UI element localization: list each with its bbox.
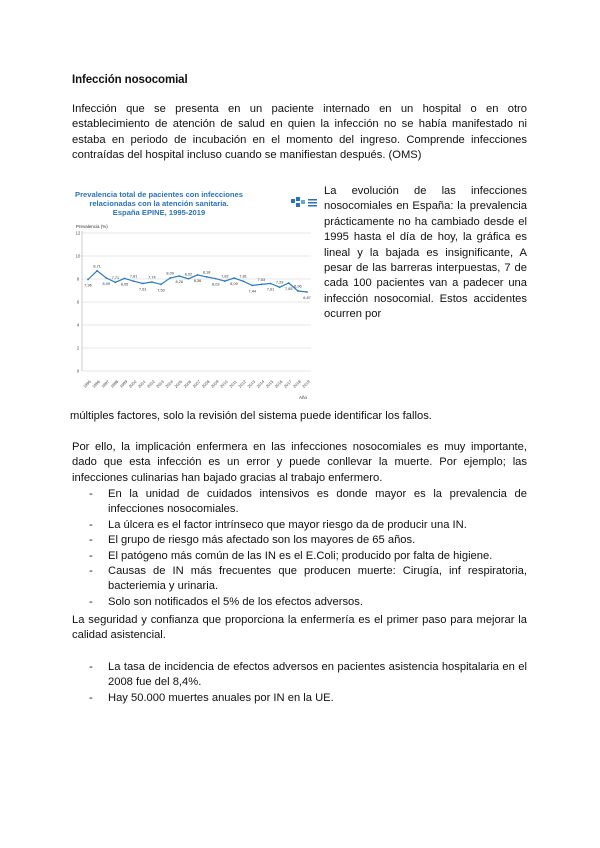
paragraph-safety: La seguridad y confianza que proporciona la enfermería es el primer paso para mejorar la calidad asistencial. — [72, 614, 527, 642]
data-label: 7,74 — [148, 275, 156, 280]
data-labels — [84, 264, 310, 300]
y-tick-label: 6 — [76, 299, 80, 305]
x-tick-label: 2013 — [246, 379, 257, 389]
data-point — [242, 280, 244, 282]
data-label: 8,71 — [93, 264, 101, 269]
y-tick-label: 2 — [76, 345, 80, 351]
paragraph-definition: Infección que se presenta en un paciente internado en un hospital o en otro establecimiento de atención de salud en quien la infección no se había manifestado ni estaba en periodo de incubación en el momento del ingreso. Comprende infecciones contraídas del hospital incluso cuando se manifiestan después. (OMS) — [72, 103, 527, 162]
data-point — [215, 278, 217, 280]
data-label: 7,82 — [221, 274, 229, 279]
data-label: 8,05 — [120, 282, 129, 287]
paragraph-evolution: La evolución de las infecciones nosocomiales en España: la prevalencia prácticamente no ha cambiado desde el 1995 hasta el día de hoy, la gráfica es lineal y la bajada es insignificante, A pesar de las barreras interpuestas, 7 de cada 100 pacientes van a padecer una infección nosocomial. Estos accidentes ocurren por — [324, 185, 527, 321]
facts-list — [72, 487, 527, 610]
chart-grid — [82, 231, 311, 371]
y-tick-label: 12 — [75, 230, 81, 236]
data-label: 7,71 — [111, 275, 120, 280]
data-point — [270, 283, 272, 285]
y-tick-label: 4 — [76, 322, 80, 328]
data-point — [114, 281, 116, 283]
x-tick-label: 2016 — [273, 379, 284, 389]
data-point — [260, 284, 262, 286]
x-tick-label: 2018 — [291, 379, 302, 389]
x-tick-label: 2004 — [164, 379, 174, 389]
data-point — [178, 275, 180, 277]
data-point — [297, 290, 299, 292]
x-tick-label: 2006 — [182, 379, 193, 389]
data-point — [306, 291, 308, 293]
document-title: Infección nosocomial — [72, 74, 188, 86]
data-point — [160, 284, 162, 286]
data-label: 7,53 — [257, 277, 266, 282]
data-label: 8,03 — [212, 282, 220, 287]
x-axis-label: Año — [299, 395, 308, 400]
chart-title-line: relacionadas con la atención sanitaria. — [89, 199, 229, 208]
x-tick-label: 2005 — [173, 379, 184, 389]
data-label: 8,02 — [184, 272, 193, 277]
data-label: 7,29 — [275, 280, 284, 285]
data-point — [279, 286, 281, 288]
list-item: - En la unidad de cuidados intensivos es donde mayor es la prevalencia de infecciones nosocomiales. — [72, 487, 527, 518]
data-point — [206, 276, 208, 278]
paragraph-nursing: Por ello, la implicación enfermera en las infecciones nosocomiales es muy importante, dado que esta infección es un error y puede conllevar la muerte. Por ejemplo; las infecciones culinarias han bajado gracias al trabajo enfermero. — [72, 441, 527, 484]
statistics-list — [72, 660, 527, 706]
data-point — [169, 277, 171, 279]
x-tick-label: 2015 — [264, 379, 275, 389]
list-item: - El patógeno más común de las IN es el E.Coli; producido por falta de higiene. — [72, 549, 527, 564]
x-tick-label: 1995 — [82, 379, 92, 389]
data-label: 7,81 — [129, 274, 138, 279]
x-tick-label: 2019 — [301, 379, 311, 389]
chart-title-line: Prevalencia total de pacientes con infecciones — [75, 190, 243, 199]
list-item: - El grupo de riesgo más afectado son los mayores de 65 años. — [72, 533, 527, 548]
data-point — [142, 283, 144, 285]
data-label: 7,81 — [239, 274, 247, 279]
y-tick-label: 10 — [75, 253, 81, 259]
data-label: 6,87 — [303, 295, 311, 300]
x-tick-label: 2010 — [218, 379, 229, 389]
data-label: 8,09 — [166, 271, 174, 276]
x-tick-label: 2000 — [127, 379, 138, 389]
chart-title-line: España EPINE, 1995-2019 — [112, 208, 206, 217]
prevalence-chart-svg — [73, 185, 317, 400]
data-point — [187, 278, 189, 280]
data-label: 8,18 — [202, 270, 211, 275]
x-axis-ticks — [82, 378, 311, 388]
paragraph-evolution-tail: múltiples factores, solo la revisión del sistema puede identificar los fallos. — [70, 410, 432, 422]
list-item: - La úlcera es el factor intrínseco que mayor riesgo da de producir una IN. — [72, 518, 527, 533]
list-item: - Hay 50.000 muertes anuales por IN en la UE. — [72, 691, 527, 706]
x-tick-label: 1998 — [109, 379, 120, 389]
data-label: 7,61 — [266, 287, 275, 292]
data-point — [87, 279, 89, 281]
data-label: 7,96 — [84, 283, 92, 288]
data-point — [124, 278, 126, 280]
data-point — [251, 285, 253, 287]
data-label: 8,36 — [193, 278, 202, 283]
chart-title — [75, 190, 243, 217]
x-tick-label: 1996 — [91, 379, 101, 389]
x-tick-label: 1997 — [100, 379, 111, 389]
y-tick-label: 0 — [76, 368, 80, 374]
data-point — [105, 277, 107, 279]
data-label: 8,26 — [175, 280, 183, 285]
x-tick-label: 1999 — [118, 379, 129, 389]
x-tick-label: 2009 — [209, 379, 220, 389]
data-point — [288, 282, 290, 284]
data-point — [151, 281, 153, 283]
data-label: 7,53 — [157, 288, 165, 293]
x-tick-label: 2003 — [155, 379, 165, 389]
x-tick-label: 2001 — [136, 379, 147, 389]
y-axis-label: Prevalencia (%) — [76, 224, 108, 229]
list-item: - Solo son notificados el 5% de los efectos adversos. — [72, 595, 527, 610]
y-axis-ticks — [76, 231, 81, 374]
x-tick-label: 2002 — [145, 379, 156, 389]
ministry-logo-icon — [291, 197, 317, 207]
prevalence-chart — [73, 185, 317, 400]
x-tick-label: 2012 — [237, 379, 247, 389]
list-item: - Causas de IN más frecuentes que producen muerte: Cirugía, inf respiratoria, bacteriemia y urinaria. — [72, 564, 527, 595]
data-label: 6,96 — [294, 284, 302, 289]
data-point — [133, 280, 135, 282]
data-point — [96, 270, 98, 272]
data-label: 7,61 — [139, 287, 147, 292]
x-tick-label: 2017 — [282, 379, 293, 389]
x-tick-label: 2008 — [200, 379, 211, 389]
x-tick-label: 2011 — [228, 379, 238, 389]
y-tick-label: 8 — [76, 276, 80, 282]
data-label: 7,44 — [248, 289, 256, 294]
data-point — [233, 277, 235, 279]
x-tick-label: 2014 — [255, 379, 266, 389]
list-item: - La tasa de incidencia de efectos adversos en pacientes asistencia hospitalaria en el 2008 fue del 8,4%. — [72, 660, 527, 691]
data-point — [197, 274, 199, 276]
data-label: 7,65 — [285, 287, 293, 292]
data-point — [224, 280, 226, 282]
data-label: 8,09 — [102, 281, 110, 286]
data-label: 8,09 — [230, 281, 238, 286]
x-tick-label: 2007 — [191, 379, 202, 389]
